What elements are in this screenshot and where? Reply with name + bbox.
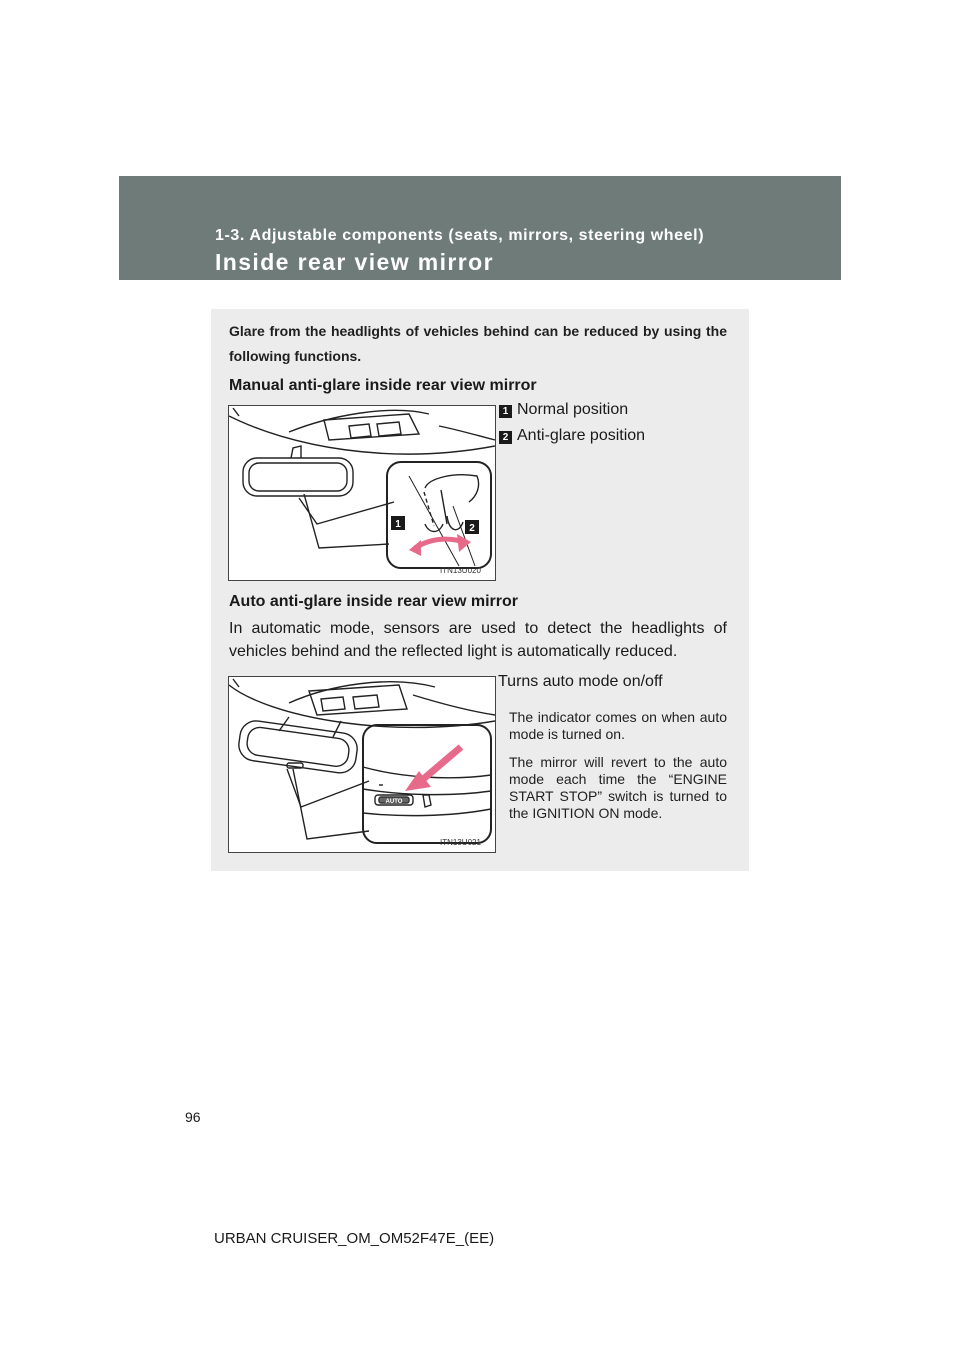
auto-heading: Auto anti-glare inside rear view mirror xyxy=(229,593,518,610)
manual-heading: Manual anti-glare inside rear view mirror xyxy=(229,377,537,394)
content-box xyxy=(211,309,749,871)
figure-id: ITN13U020 xyxy=(440,566,481,575)
section-label: 1-3. Adjustable components (seats, mirrors, steering wheel) xyxy=(215,227,705,244)
intro-text: Glare from the headlights of vehicles behind can be reduced by using the following functions. xyxy=(229,323,727,364)
header-band xyxy=(119,176,841,280)
page-number: 96 xyxy=(185,1109,201,1125)
manual-mirror-illustration xyxy=(228,405,496,581)
note-indicator: The indicator comes on when auto mode is turned on. xyxy=(509,709,727,742)
legend-label: Normal position xyxy=(517,401,629,418)
figure-id: ITN13U021 xyxy=(440,838,481,847)
page-title: Inside rear view mirror xyxy=(215,249,494,275)
auto-action: Turns auto mode on/off xyxy=(498,673,663,690)
manual-mirror-drawing xyxy=(229,406,495,580)
number-badge: 1 xyxy=(499,405,512,418)
auto-mirror-illustration xyxy=(228,676,496,853)
note-revert: The mirror will revert to the auto mode each time the “ENGINE START STOP” switch is turned to the IGNITION ON mode. xyxy=(509,754,727,821)
doc-code: URBAN CRUISER_OM_OM52F47E_(EE) xyxy=(214,1230,495,1247)
auto-mirror-drawing xyxy=(229,677,495,852)
auto-button-label: AUTO xyxy=(385,799,403,805)
legend-label: Anti-glare position xyxy=(517,427,646,444)
svg-text:1: 1 xyxy=(395,519,401,530)
auto-description: In automatic mode, sensors are used to detect the headlights of vehicles behind and the reflected light is automatically reduced. xyxy=(229,620,727,660)
svg-text:2: 2 xyxy=(469,523,475,534)
number-badge: 2 xyxy=(499,431,512,444)
